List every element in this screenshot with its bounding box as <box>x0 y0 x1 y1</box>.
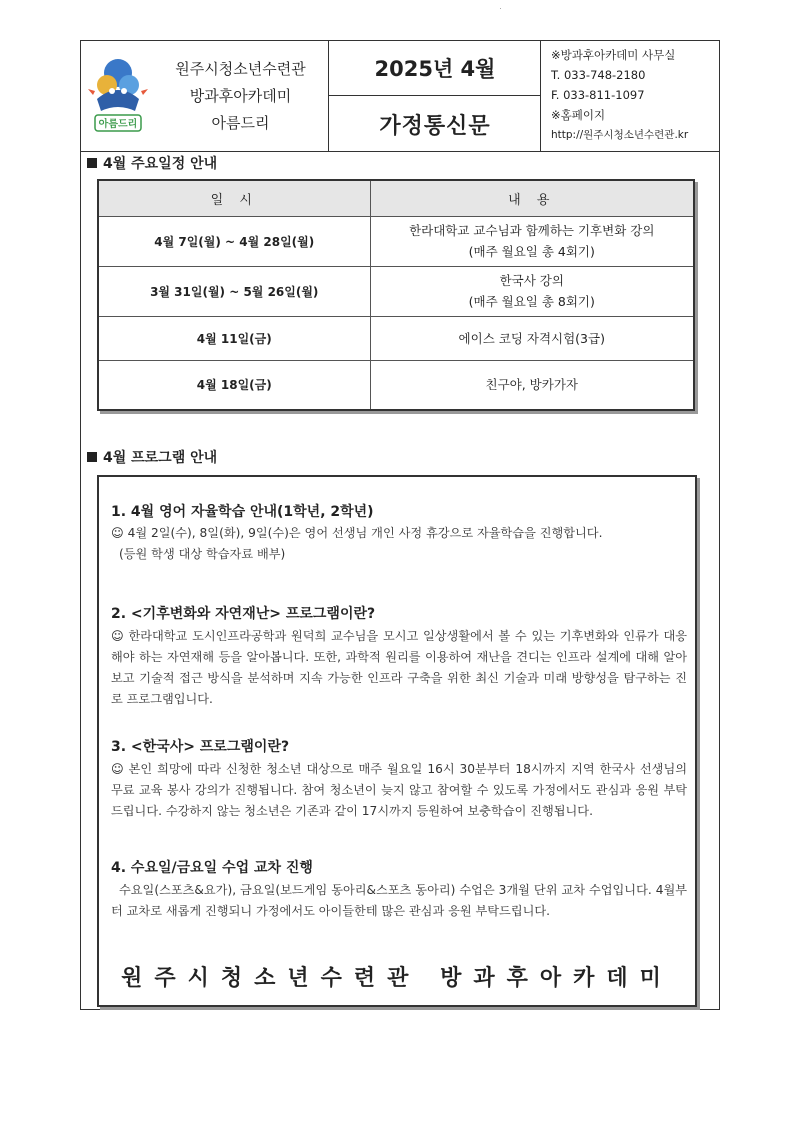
program-item-title: 1. 4월 영어 자율학습 안내(1학년, 2학년) <box>111 504 374 520</box>
header <box>81 41 719 152</box>
title-block <box>329 41 541 151</box>
program-heading: 4월 프로그램 안내 <box>87 447 217 467</box>
program-item-title: 3. <한국사> 프로그램이란? <box>111 739 290 755</box>
program-item-body: 수요일(스포츠&요가), 금요일(보드게임 동아리&스포츠 동아리) 수업은 3개월 단위 교차 수업입니다. 4월부터 교차로 새롭게 진행되니 가정에서도 아이들한테 많은 관심과 응원 부탁드립니다. <box>111 883 687 918</box>
svg-text:아름드리: 아름드리 <box>98 119 138 130</box>
contact-info <box>541 41 719 151</box>
bullet-square-icon <box>87 452 97 462</box>
program-box <box>97 475 697 1007</box>
column-header-content: 내 용 <box>370 180 694 216</box>
schedule-date: 4월 18일(금) <box>98 360 370 410</box>
program-item-body: ☺ 한라대학교 도시인프라공학과 원덕희 교수님을 모시고 일상생활에서 볼 수 있는 기후변화와 인류가 대응해야 하는 자연재해 등을 알아봅니다. 또한, 과학적 원리를 이용하여 재난을 견디는 인프라 설계에 대해 알아보고 기술적 접근 방식을 분석하며 지속 가능한 인프라 구축을 위한 최신 기술과 미래 방향성을 탐구하는 진로 프로그램입니다. <box>111 629 687 706</box>
schedule-content: 에이스 코딩 자격시험(3급) <box>370 316 694 360</box>
column-header-date: 일 시 <box>98 180 370 216</box>
schedule-content: 친구야, 방카가자 <box>370 360 694 410</box>
org-line: 원주시청소년수련관 <box>175 59 306 78</box>
homepage-label: ※홈페이지 <box>551 108 606 122</box>
footer-organization: 원주시청소년수련관 방과후아카데미 <box>121 966 673 991</box>
table-header-row <box>98 180 694 216</box>
telephone: T. 033-748-2180 <box>551 68 646 82</box>
schedule-date: 4월 7일(월) ~ 4월 28일(월) <box>98 216 370 266</box>
schedule-heading: 4월 주요일정 안내 <box>87 153 217 173</box>
newsletter-title: 가정통신문 <box>379 113 491 139</box>
program-item-title: 2. <기후변화와 자연재난> 프로그램이란? <box>111 606 376 622</box>
issue-month: 2025년 4월 <box>329 41 541 96</box>
table-row <box>98 316 694 360</box>
schedule-content: 한라대학교 교수님과 함께하는 기후변화 강의 (매주 월요일 총 4회기) <box>370 216 694 266</box>
schedule-date: 3월 31일(월) ~ 5월 26일(월) <box>98 266 370 316</box>
program-item-title: 4. 수요일/금요일 수업 교차 진행 <box>111 860 313 876</box>
program-item-body: ☺ 4월 2일(수), 8일(화), 9일(수)은 영어 선생님 개인 사정 휴강으로 자율학습을 진행합니다. <box>111 526 603 540</box>
logo-cell <box>81 41 153 151</box>
program-item-body: ☺ 본인 희망에 따라 신청한 청소년 대상으로 매주 월요일 16시 30분부터 18시까지 지역 한국사 선생님의 무료 교육 봉사 강의가 진행됩니다. 참여 청소년이 늦지 않고 참여할 수 있도록 가정에서도 관심과 응원 부탁드립니다. 수강하지 않는 청소년은 기존과 같이 17시까지 등원하여 보충학습이 진행됩니다. <box>111 762 687 818</box>
table-row <box>98 266 694 316</box>
schedule-date: 4월 11일(금) <box>98 316 370 360</box>
bullet-square-icon <box>87 158 97 168</box>
program-item-note: (등원 학생 대상 학습자료 배부) <box>119 547 286 561</box>
table-row <box>98 360 694 410</box>
office-label: ※방과후아카데미 사무실 <box>551 48 676 62</box>
newsletter-frame <box>80 40 720 1010</box>
academy-logo <box>85 51 151 141</box>
scan-speck <box>500 8 501 9</box>
table-row <box>98 216 694 266</box>
org-line: 아름드리 <box>211 113 270 132</box>
fax: F. 033-811-1097 <box>551 88 645 102</box>
schedule-table <box>97 179 695 411</box>
homepage-url[interactable]: http://원주시청소년수련관.kr <box>551 129 689 141</box>
schedule-content: 한국사 강의 (매주 월요일 총 8회기) <box>370 266 694 316</box>
org-line: 방과후아카데미 <box>189 86 292 105</box>
organization-name <box>153 41 329 151</box>
